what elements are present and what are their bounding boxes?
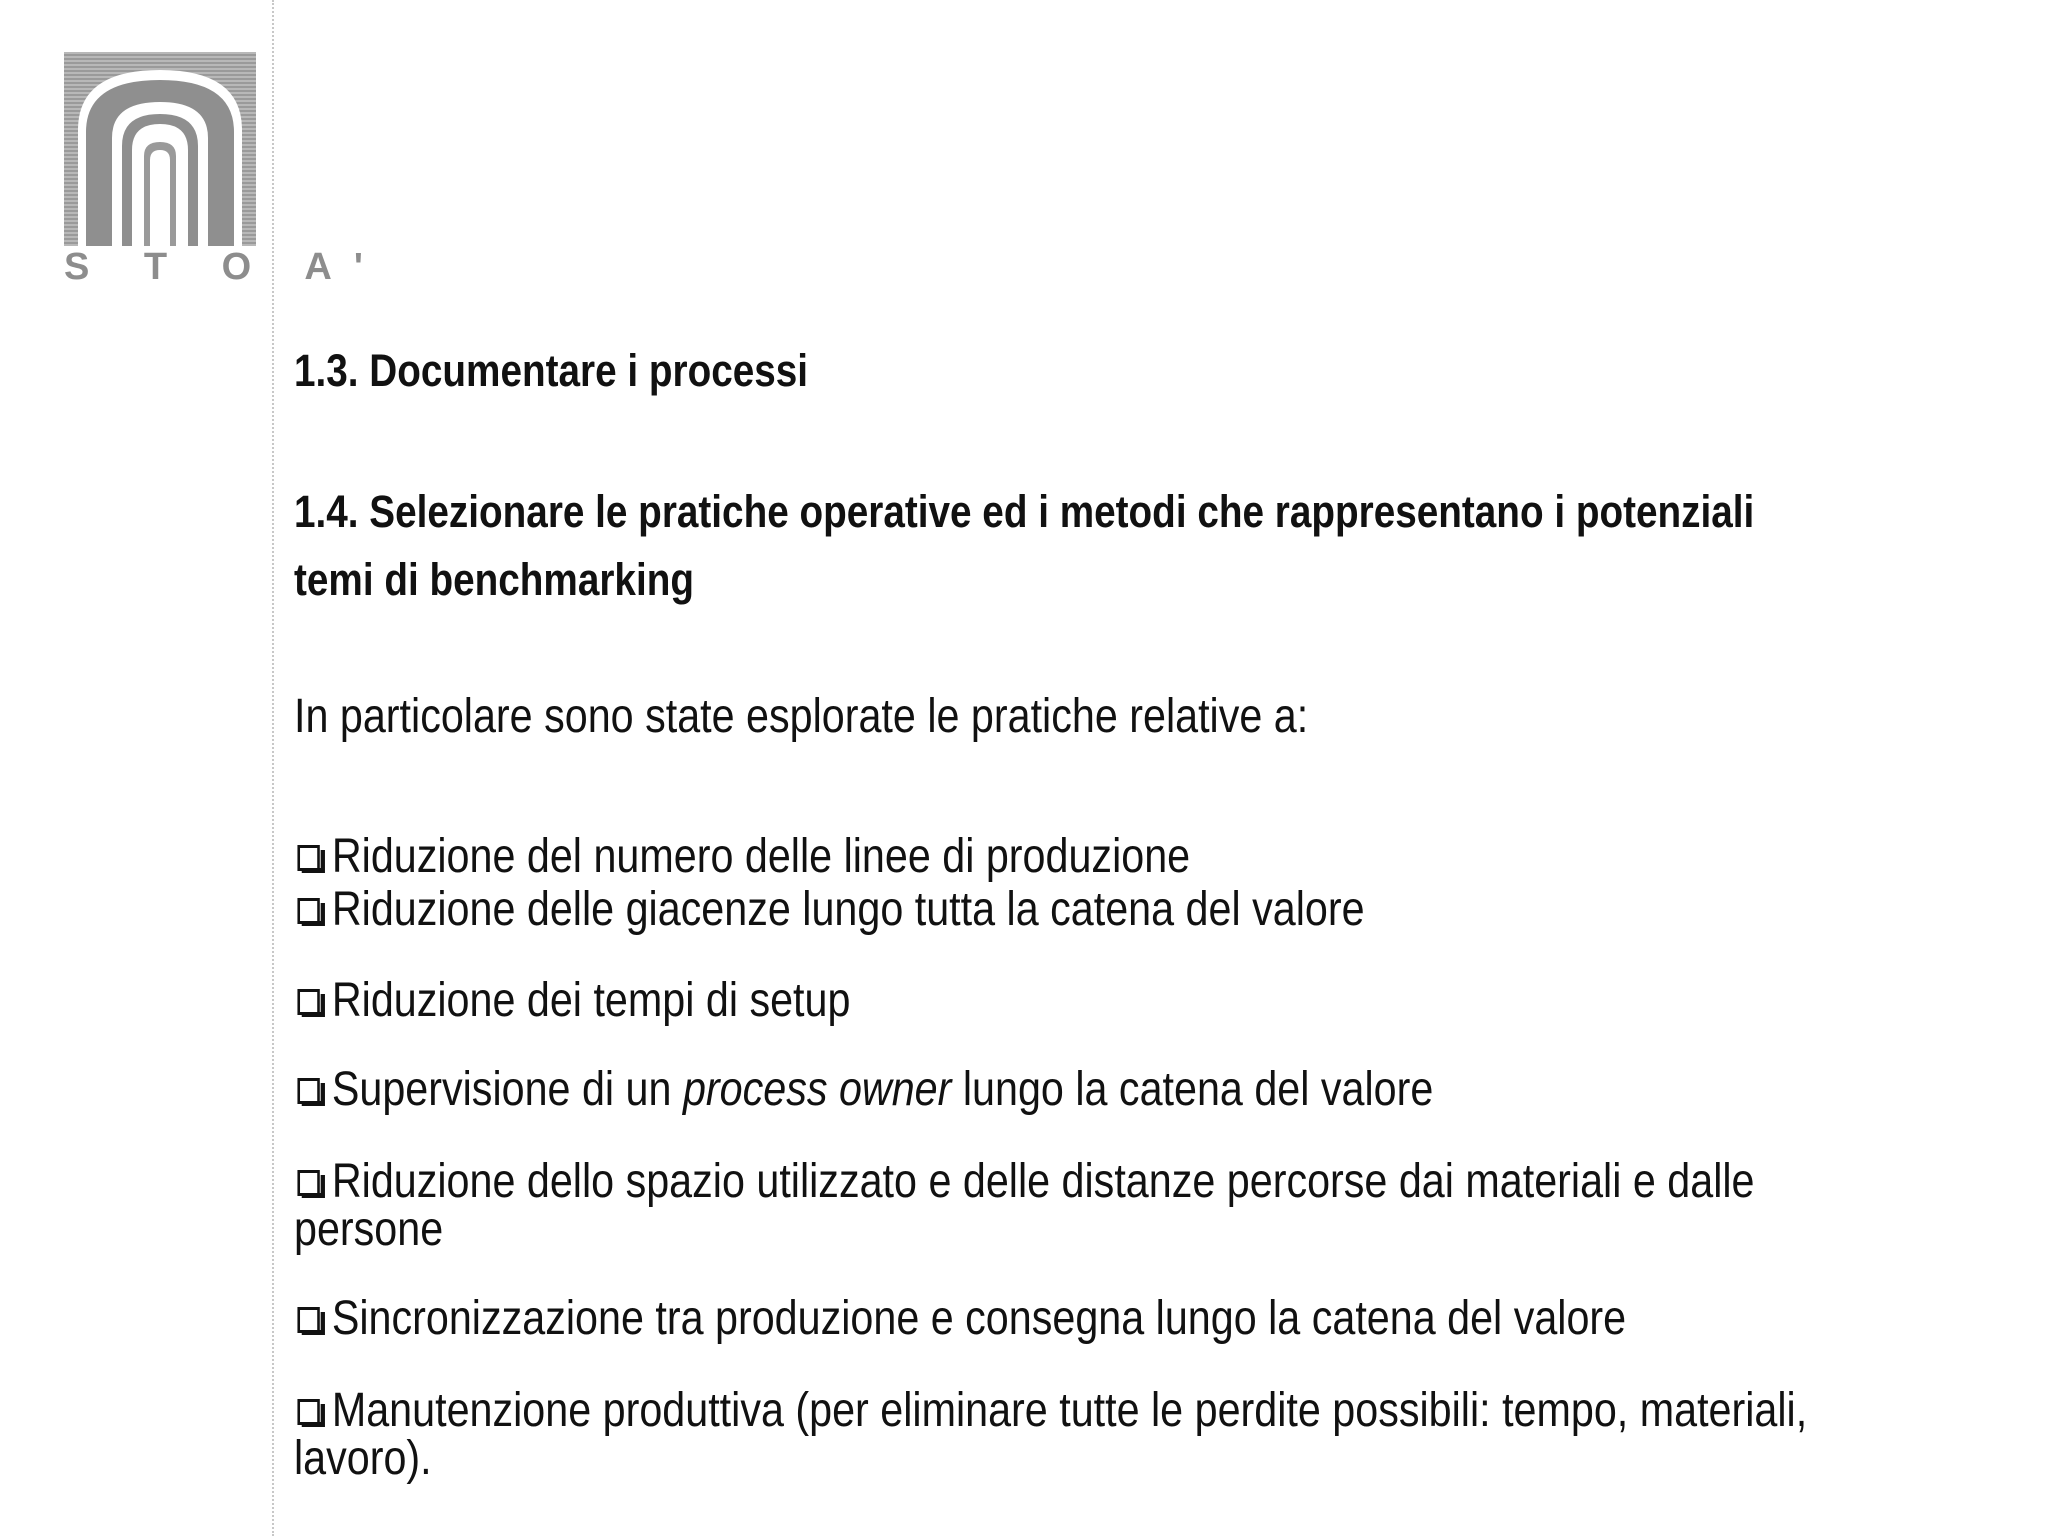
list-item <box>294 974 2048 1027</box>
list-item-text-line2: lavoro). <box>294 1432 432 1485</box>
checkbox-bullet-icon <box>294 1066 332 1114</box>
list-item-text: Sincronizzazione tra produzione e consegna lungo la catena del valore <box>331 1292 1627 1345</box>
intro-text: In particolare sono state esplorate le pratiche relative a: <box>294 690 1309 743</box>
list-item <box>294 883 2048 936</box>
checkbox-bullet-icon <box>294 833 332 881</box>
list-item-text: Riduzione delle giacenze lungo tutta la catena del valore <box>331 883 1365 936</box>
logo-text: S T O A' <box>64 246 385 288</box>
list-item-text-line1: Riduzione dello spazio utilizzato e delle distanze percorse dai materiali e dalle <box>331 1155 1755 1208</box>
list-item-text-before: Supervisione di un <box>331 1063 683 1116</box>
list-item <box>294 1063 2048 1116</box>
checkbox-bullet-icon <box>294 1387 332 1435</box>
list-item <box>294 1292 2048 1345</box>
checkbox-bullet-icon <box>294 886 332 934</box>
list-item-text-line2: persone <box>294 1203 444 1256</box>
list-item <box>294 1384 2048 1485</box>
arch-logo-icon <box>64 52 256 246</box>
checkbox-bullet-icon <box>294 977 332 1025</box>
heading-1-3-text: 1.3. Documentare i processi <box>294 345 809 396</box>
list-item-text-after: lungo la catena del valore <box>951 1063 1434 1116</box>
list-item-text: Riduzione del numero delle linee di produzione <box>331 830 1191 883</box>
list-item <box>294 1155 2048 1256</box>
sidebar-divider <box>272 0 274 1536</box>
checkbox-bullet-icon <box>294 1295 332 1343</box>
list-item-emphasis: process owner <box>682 1063 952 1116</box>
checkbox-bullet-icon <box>294 1158 332 1206</box>
list-item <box>294 830 2048 883</box>
heading-1-4 <box>294 478 1754 614</box>
list-item-text-line1: Manutenzione produttiva (per eliminare tutte le perdite possibili: tempo, materiali, <box>331 1384 1808 1437</box>
heading-1-4-line1: 1.4. Selezionare le pratiche operative ed i metodi che rappresentano i potenziali <box>294 486 1755 537</box>
heading-1-4-line2: temi di benchmarking <box>294 554 694 605</box>
stoa-logo <box>64 52 385 296</box>
heading-1-3 <box>294 337 808 405</box>
list-item-text: Riduzione dei tempi di setup <box>331 974 851 1027</box>
